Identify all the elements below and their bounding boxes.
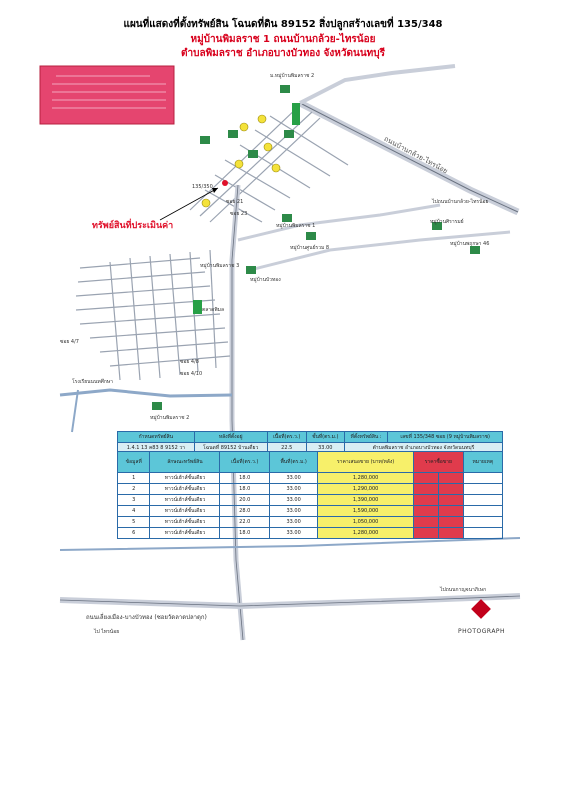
compare-cell-note (463, 473, 502, 484)
compare-row (118, 495, 503, 506)
compare-cell-type: ทาวน์เฮ้าส์ชั้นเดียว (150, 484, 220, 495)
compare-cell-type: ทาวน์เฮ้าส์ชั้นเดียว (150, 528, 220, 539)
compare-cell-note (463, 506, 502, 517)
compare-header: หมายเหตุ (463, 452, 502, 473)
compare-cell-area: 20.0 (220, 495, 270, 506)
legend-box (40, 66, 174, 124)
photograph-label: PHOTOGRAPH (458, 628, 506, 635)
house-icon (200, 136, 210, 144)
summary-cell: ตำบลพิมลราช อำเภอบางบัวทอง จังหวัดนนทบุรี (344, 443, 502, 454)
compare-cell-area: 18.0 (220, 484, 270, 495)
building-green-2 (193, 300, 202, 314)
compare-cell-no: 3 (118, 495, 150, 506)
road-to-sainoi-label: ไปถนนบ้านกล้วย-ไทรน้อย (432, 199, 489, 205)
compare-cell-type: ทาวน์เฮ้าส์ชั้นเดียว (150, 517, 220, 528)
compare-cell-area: 18.0 (220, 473, 270, 484)
house-icon (282, 214, 292, 222)
compare-cell-price: 1,390,000 (318, 495, 414, 506)
marker-3 (264, 143, 272, 151)
village-label-buathong: หมู่บ้านบัวทอง (250, 277, 281, 283)
lane-label-4-7: ซอย 4/7 (60, 339, 79, 345)
summary-header: เลขที่ 135/348 ซอย (9 หมู่บ้านพิมลราช) (388, 432, 503, 443)
summary-cell: โฉนดที่ 89152 บ้านเดี่ยว (194, 443, 267, 454)
compare-cell-sale (438, 495, 463, 506)
compare-cell-sale (438, 528, 463, 539)
road-to-sainoi-bottom-label: ไป ไทรน้อย (94, 629, 120, 635)
road-east (238, 205, 440, 240)
compare-cell-sale (414, 484, 439, 495)
compare-cell-sale (414, 528, 439, 539)
compare-cell-floor: 33.00 (270, 473, 318, 484)
compare-cell-type: ทาวน์เฮ้าส์ชั้นเดียว (150, 473, 220, 484)
compare-cell-no: 5 (118, 517, 150, 528)
village-label-pimolrat-2b: หมู่บ้านพิมลราช 2 (150, 415, 190, 421)
lane-label-21: ซอย 21 (226, 199, 244, 205)
village-label-pimolrat-3: หมู่บ้านพิมลราช 3 (200, 263, 240, 269)
compare-cell-type: ทาวน์เฮ้าส์ชั้นเดียว (150, 495, 220, 506)
compare-cell-sale (414, 495, 439, 506)
house-icon (306, 232, 316, 240)
compare-cell-price: 1,050,000 (318, 517, 414, 528)
map-subtitle-village: หมู่บ้านพิมลราช 1 ถนนบ้านกล้วย-ไทรน้อย (190, 34, 376, 45)
compare-cell-no: 1 (118, 473, 150, 484)
canal-left-vertical (72, 390, 78, 432)
compare-cell-note (463, 517, 502, 528)
lane-label-4-10: ซอย 4/10 (180, 371, 203, 377)
compare-row (118, 473, 503, 484)
house-icon (284, 130, 294, 138)
road-main-label: ถนนบ้านกล้วย-ไทรน้อย (382, 134, 450, 176)
school-label: โรงเรียนนนทศึกษา (72, 379, 113, 385)
marker-6 (202, 199, 210, 207)
compare-cell-area: 22.0 (220, 517, 270, 528)
compare-cell-floor: 33.00 (270, 517, 318, 528)
compare-cell-price: 1,280,000 (318, 528, 414, 539)
canal-left (60, 390, 232, 396)
compare-cell-note (463, 495, 502, 506)
compare-body (118, 473, 503, 539)
compare-row (118, 506, 503, 517)
compare-cell-floor: 33.00 (270, 528, 318, 539)
summary-header: ชั้นที่(ตร.ม.) (306, 432, 344, 443)
summary-header: ที่ตั้งทรัพย์สิน : (344, 432, 388, 443)
road-bottom-label: ถนนเลี่ยงเมือง-บางบัวทอง (ซอยวัดลาดปลาดุก) (86, 614, 207, 621)
compare-cell-floor: 33.00 (270, 495, 318, 506)
property-label: ทรัพย์สินที่ประเมินค่า (92, 220, 174, 230)
village-label-soonruam-8: หมู่บ้านศูนย์รวม 8 (290, 245, 330, 251)
brand-logo-base (471, 599, 491, 619)
lane-label-23: ซอย 23 (230, 211, 248, 217)
compare-header: เนื้อที่(ตร.ว.) (220, 452, 270, 473)
compare-row (118, 517, 503, 528)
building-green-1 (292, 103, 300, 125)
plot-number-label: 135/350 (192, 184, 213, 190)
compare-cell-sale (438, 517, 463, 528)
compare-row (118, 484, 503, 495)
village-label-pimolrat-1: หมู่บ้านพิมลราช 1 (276, 223, 316, 229)
summary-header: กำหนดทรัพย์สิน (118, 432, 195, 443)
market-label: ตลาดพิมล (202, 307, 225, 313)
compare-cell-sale (438, 484, 463, 495)
marker-2 (240, 123, 248, 131)
village-label-pruksa-46: หมู่บ้านพฤกษา 46 (450, 241, 490, 247)
compare-cell-no: 2 (118, 484, 150, 495)
road-ne (300, 66, 455, 103)
compare-header: ข้อมูลที่ (118, 452, 150, 473)
map-title: แผนที่แสดงที่ตั้งทรัพย์สิน โฉนดที่ดิน 89152 สิ่งปลูกสร้างเลขที่ 135/348 (123, 19, 443, 30)
compare-cell-price: 1,590,000 (318, 506, 414, 517)
compare-cell-sale (438, 473, 463, 484)
compare-cell-area: 18.0 (220, 528, 270, 539)
house-icon (248, 150, 258, 158)
house-icon (280, 85, 290, 93)
compare-row (118, 528, 503, 539)
summary-header: หลังที่ตั้งอยู่ (194, 432, 267, 443)
compare-cell-sale (438, 506, 463, 517)
compare-cell-sale (414, 517, 439, 528)
marker-5 (235, 160, 243, 168)
comparison-table (117, 451, 503, 539)
canal-bottom (60, 538, 520, 550)
compare-cell-sale (414, 506, 439, 517)
summary-cell: 33.00 (306, 443, 344, 454)
compare-cell-sale (414, 473, 439, 484)
compare-cell-note (463, 484, 502, 495)
compare-header: ราคาซื้อขาย (414, 452, 464, 473)
summary-cell: 1.4.1 13 ค83 8 9152 วา (118, 443, 195, 454)
compare-header: ราคาเสนอขาย (บาท/หลัง) (318, 452, 414, 473)
compare-cell-price: 1,290,000 (318, 484, 414, 495)
compare-cell-area: 28.0 (220, 506, 270, 517)
compare-header: พื้นที่(ตร.ม.) (270, 452, 318, 473)
village-label-pimolrat-2: ม.หมู่บ้านพิมลราช 2 (270, 73, 315, 79)
compare-cell-no: 4 (118, 506, 150, 517)
village-label-sirarom: หมู่บ้านศิรารมย์ (430, 219, 464, 225)
village-grid-upper (190, 105, 348, 222)
compare-header: ลักษณะทรัพย์สิน (150, 452, 220, 473)
compare-cell-floor: 33.00 (270, 506, 318, 517)
house-icon (152, 402, 162, 410)
compare-cell-type: ทาวน์เฮ้าส์ชั้นเดียว (150, 506, 220, 517)
summary-cell: 22.5 (267, 443, 306, 454)
map-subtitle-district: ตำบลพิมลราช อำเภอบางบัวทอง จังหวัดนนทบุรี (181, 48, 385, 59)
compare-cell-no: 6 (118, 528, 150, 539)
compare-cell-note (463, 528, 502, 539)
road-to-kanchana-label: ไปถนนกาญจนาภิเษก (440, 587, 487, 593)
compare-cell-floor: 33.00 (270, 484, 318, 495)
marker-4 (272, 164, 280, 172)
compare-cell-price: 1,280,000 (318, 473, 414, 484)
road-north-south (232, 185, 243, 640)
house-icon (246, 266, 256, 274)
marker-1 (258, 115, 266, 123)
property-marker (222, 180, 228, 186)
house-icon (228, 130, 238, 138)
lane-label-4-8: ซอย 4/8 (180, 359, 199, 365)
summary-header: เนื้อที่(ตร.ว.) (267, 432, 306, 443)
